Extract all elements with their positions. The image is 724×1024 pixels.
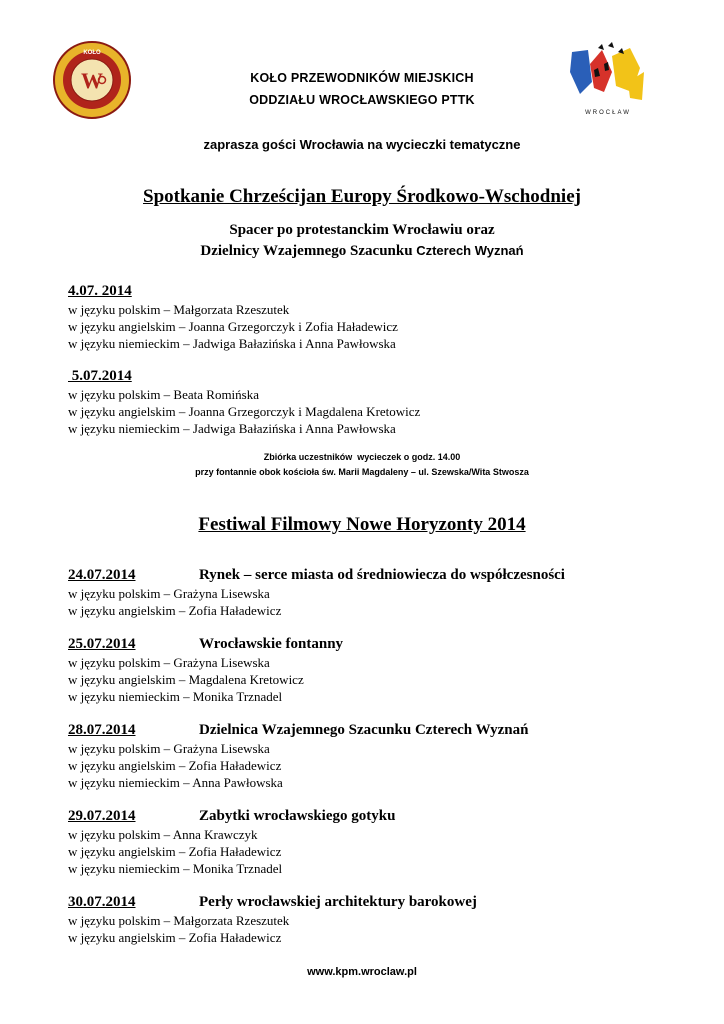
guide-line: w języku niemieckim – Jadwiga Bałazińska i Anna Pawłowska xyxy=(68,421,396,436)
subtitle-four-faiths: Czterech Wyznań xyxy=(412,243,524,258)
guide-line: w języku polskim – Beata Romińska xyxy=(68,387,260,402)
guide-line: w języku niemieckim – Anna Pawłowska xyxy=(68,775,283,790)
guide-line: w języku niemieckim – Monika Trznadel xyxy=(68,689,283,704)
guide-line: w języku polskim – Małgorzata Rzeszutek xyxy=(68,302,290,317)
guide-line: w języku angielskim – Joanna Grzegorczyk i Magdalena Kretowicz xyxy=(68,404,421,419)
section1-subtitle-line1: Spacer po protestanckim Wrocławiu oraz xyxy=(229,222,495,238)
guide-line: w języku niemieckim – Monika Trznadel xyxy=(68,861,283,876)
org-name-line2: ODDZIAŁU WROCŁAWSKIEGO PTTK xyxy=(249,93,475,107)
guide-line: w języku polskim – Grażyna Lisewska xyxy=(68,655,270,670)
section2-title: Festiwal Filmowy Nowe Horyzonty 2014 xyxy=(198,514,526,535)
footer-website[interactable]: www.kpm.wroclaw.pl xyxy=(307,966,417,978)
section1-subtitle-line2 xyxy=(0,243,724,260)
guide-line: w języku angielskim – Zofia Haładewicz xyxy=(68,758,282,773)
svg-text:KOŁO: KOŁO xyxy=(83,50,101,56)
meeting-point-line2: przy fontannie obok kościoła św. Marii Magdaleny – ul. Szewska/Wita Stwosza xyxy=(195,467,529,477)
guide-line: w języku angielskim – Magdalena Kretowicz xyxy=(68,672,304,687)
tour-date: 25.07.2014 xyxy=(68,636,136,652)
logo-caption: WROCŁAW xyxy=(585,110,631,116)
guide-line: w języku niemieckim – Jadwiga Bałazińska i Anna Pawłowska xyxy=(68,336,396,351)
invitation-text: zaprasza gości Wrocławia na wycieczki tematyczne xyxy=(203,137,521,152)
guide-line: w języku angielskim – Zofia Haładewicz xyxy=(68,930,282,945)
tour-date: 29.07.2014 xyxy=(68,808,136,824)
org-name-line1: KOŁO PRZEWODNIKÓW MIEJSKICH xyxy=(250,71,474,85)
tour-date: 5.07.2014 xyxy=(68,368,132,384)
tour-topic: Wrocławskie fontanny xyxy=(199,636,344,652)
guide-line: w języku angielskim – Zofia Haładewicz xyxy=(68,844,282,859)
tour-topic: Zabytki wrocławskiego gotyku xyxy=(199,808,396,824)
guide-line: w języku polskim – Anna Krawczyk xyxy=(68,827,258,842)
guide-line: w języku polskim – Małgorzata Rzeszutek xyxy=(68,913,290,928)
svg-text:W: W xyxy=(81,68,103,93)
tour-topic: Dzielnica Wzajemnego Szacunku Czterech Wyznań xyxy=(199,722,529,738)
guide-line: w języku polskim – Grażyna Lisewska xyxy=(68,586,270,601)
subtitle-district: Dzielnicy Wzajemnego Szacunku xyxy=(200,243,413,259)
tour-date: 28.07.2014 xyxy=(68,722,136,738)
guide-line: w języku angielskim – Zofia Haładewicz xyxy=(68,603,282,618)
section1-title: Spotkanie Chrześcijan Europy Środkowo-Wschodniej xyxy=(143,186,581,207)
guide-line: w języku polskim – Grażyna Lisewska xyxy=(68,741,270,756)
tour-date: 24.07.2014 xyxy=(68,567,136,583)
tour-topic: Perły wrocławskiej architektury barokowej xyxy=(199,894,477,910)
tour-topic: Rynek – serce miasta od średniowiecza do współczesności xyxy=(199,567,565,583)
guide-line: w języku angielskim – Joanna Grzegorczyk i Zofia Haładewicz xyxy=(68,319,398,334)
tour-date: 4.07. 2014 xyxy=(68,283,132,299)
tour-date: 30.07.2014 xyxy=(68,894,136,910)
meeting-point-line1: Zbiórka uczestników wycieczek o godz. 14.00 xyxy=(263,452,461,462)
